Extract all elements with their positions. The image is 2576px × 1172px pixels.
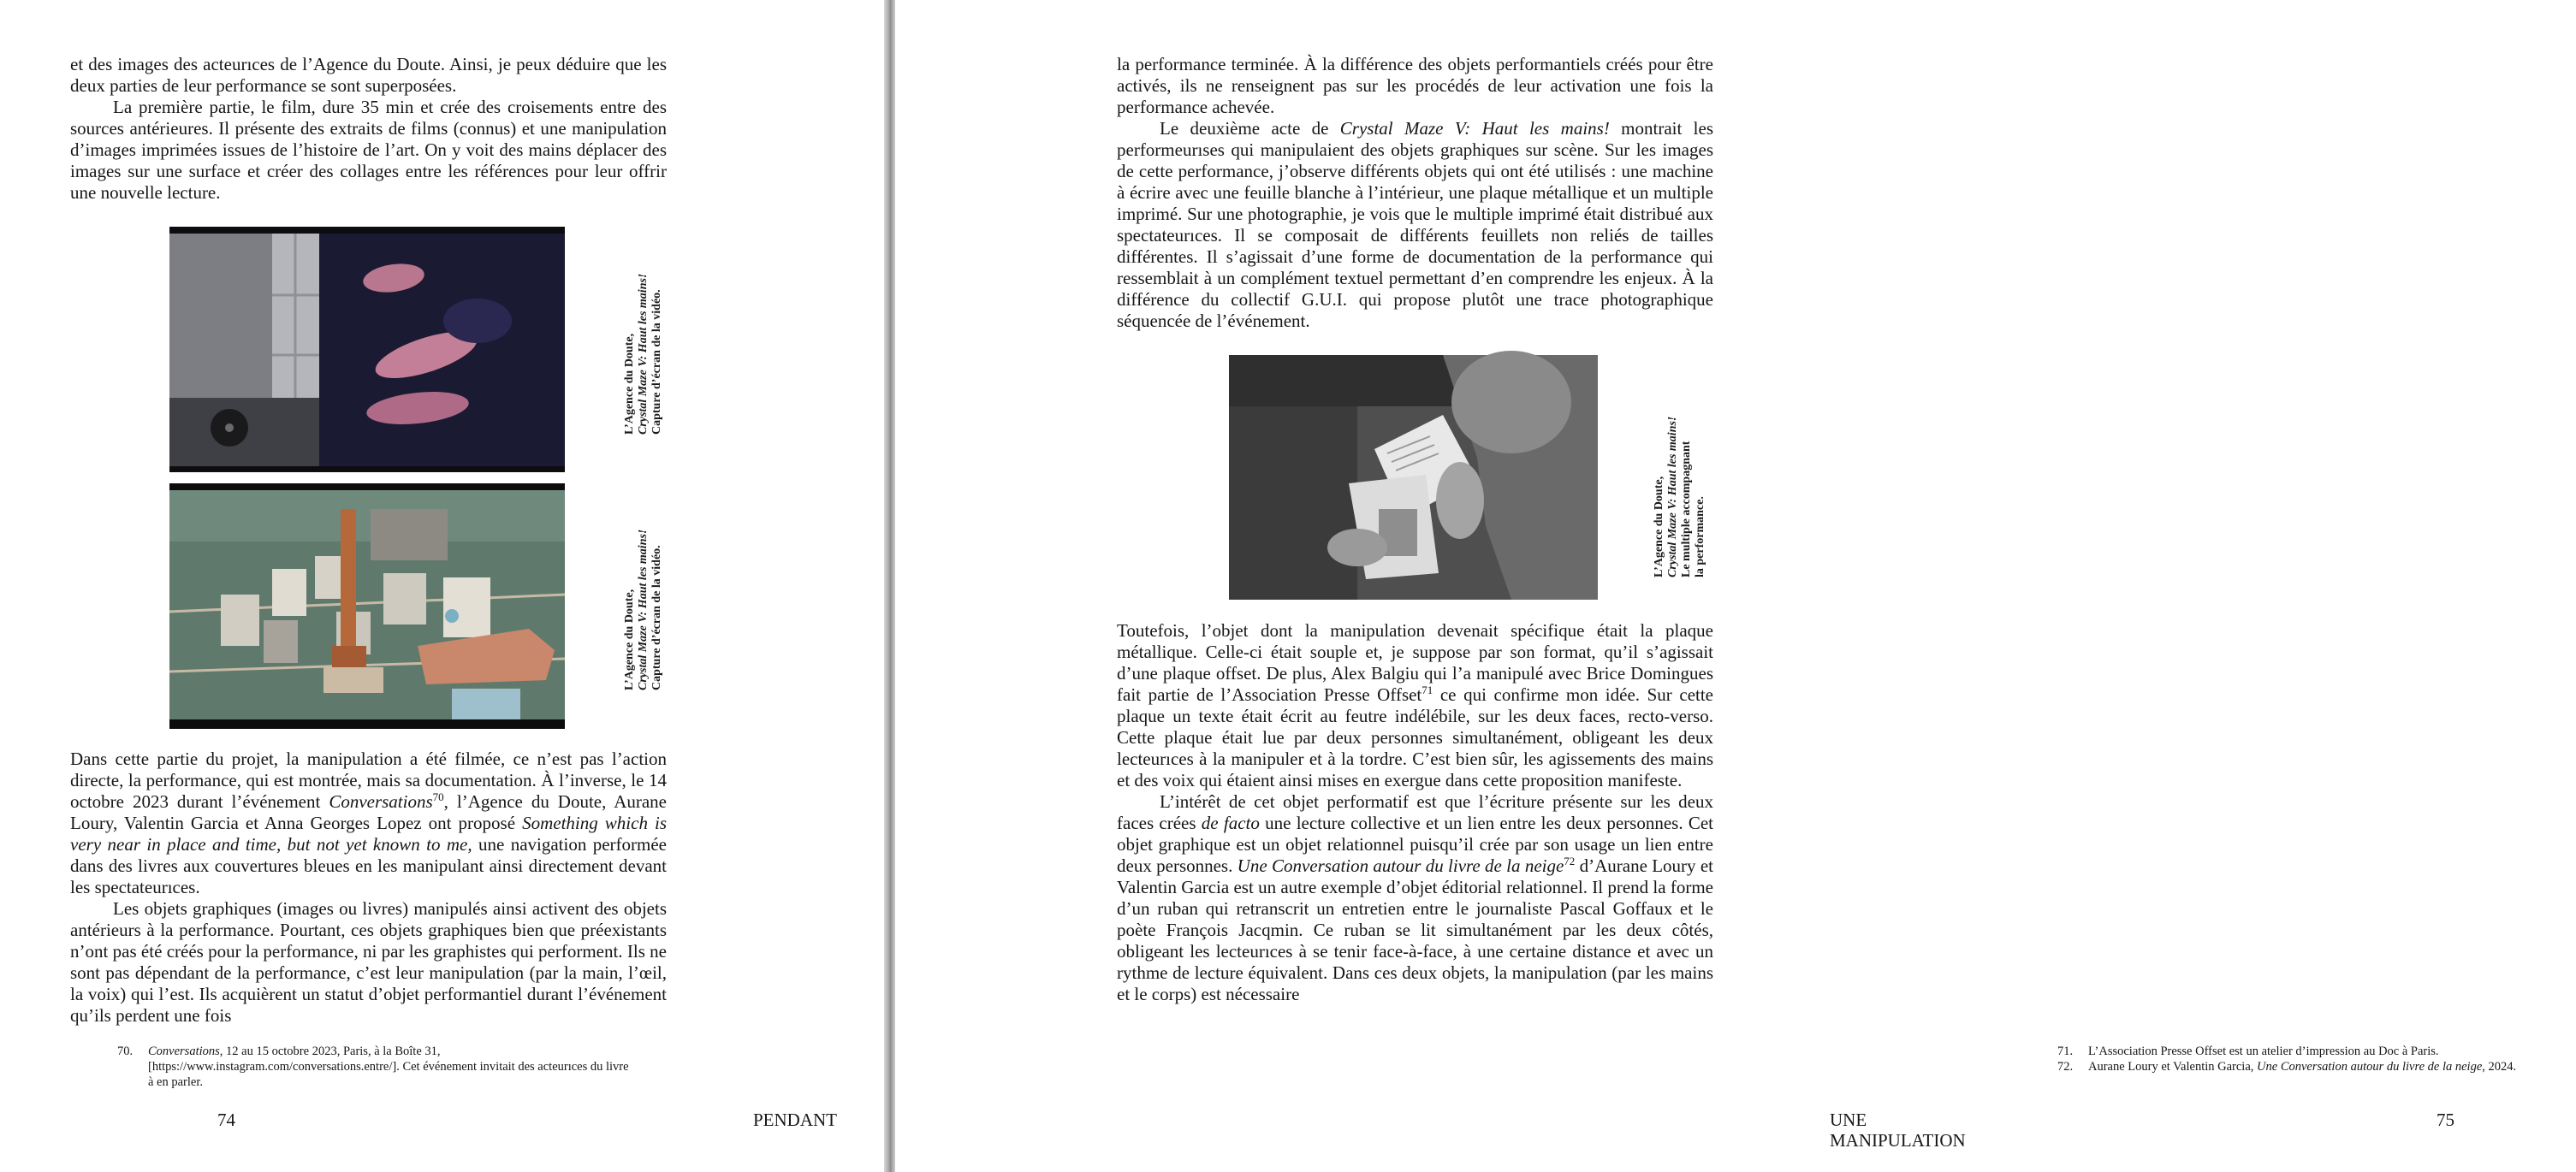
video-still-hands-graphic [169,227,565,472]
footnote-ref-71: 71 [1422,684,1433,696]
text-run: L’intérêt de cet objet performatif est que l’écriture présente sur les deux faces crées [1117,791,1713,833]
body-paragraph [1117,791,1713,1005]
footnote-70 [117,1044,636,1090]
body-paragraph: Les objets graphiques (images ou livres) manipulés ainsi activent des objets antérieurs à la performance. Pourtant, ces objets graphiques bien que préexistants n’ont pas été créés pour la performance, ni par les graphistes qui performent. Ils ne sont pas dépendant de la performance, c’est leur manipulation (par la main, l’œil, la voix) qui l’est. Ils acquièrent un statut d’objet performantiel durant l’événement qu’ils perdent une fois [70,898,667,1026]
text-run: , 12 au 15 octobre 2023, Paris, à la Boîte 31, [https://www.instagram.com/conversations.entre/]. Cet événement invitait des actеurıces du livre à en parler. [148,1045,629,1089]
caption-description: Capture d’écran de la vidéo. [650,289,663,435]
body-paragraph: et des images des actеurıces de l’Agence du Doute. Ainsi, je peux déduire que les deux parties de leur performance se sont superposées. [70,54,667,96]
footnote-ref-70: 70 [432,790,444,803]
footnotes-left [117,1044,636,1090]
body-paragraph [1117,118,1713,332]
work-title: Crystal Maze V: Haut les mains! [1339,118,1610,139]
text-run: Dans cette partie du projet, la manipulation a été filmée, ce n’est pas l’action directe, la performance, qui est montrée, mais sa documentation. À l’inverse, le 14 octobre 2023 durant l’événement [70,749,667,812]
work-title: Une Conversation autour du livre de la neige [1237,855,1564,876]
footnote-text [2088,1059,2576,1074]
footnote-title: Conversations [148,1045,220,1058]
running-head-left: PENDANT [753,1110,837,1130]
footnote-text [148,1044,636,1090]
body-paragraph [1117,620,1713,791]
footnote-ref-72: 72 [1564,855,1576,867]
text-run: , l’Agence du Doute, Aurane Loury, Valentin Garcia et Anna Georges Lopez ont proposé [70,791,667,833]
page-number-right: 75 [2437,1110,2454,1130]
video-still-hands-image [169,227,565,472]
footnote-title: Une Conversation autour du livre de la neige [2257,1060,2483,1074]
right-text-bottom [1117,620,1713,1005]
caption-title: Crystal Maze V: Haut les mains! [637,529,650,690]
body-paragraph: la performance terminée. À la différence des objets performantiels créés pour être activés, ils ne renseignent pas sur les procédés de leur activation une fois la performance achevée. [1117,54,1713,117]
caption-title: Crystal Maze V: Haut les mains! [1666,416,1679,577]
caption-description: Capture d’écran de la vidéo. [650,545,663,690]
footnote-72 [2057,1059,2576,1074]
figure-3-caption [1653,381,1707,577]
text-run: une lecture collective et un lien entre les deux personnes. Cet objet graphique est un objet relationnel puisqu’il crée par son usage un lien entre deux personnes. [1117,813,1713,876]
event-title: Conversations [329,791,433,812]
italic-phrase: de facto [1201,813,1260,833]
text-run: d’Aurane Loury et Valentin Garcia est un autre exemple d’objet éditorial relationnel. Il prend la forme d’un ruban qui retranscrit un entretien entre le journaliste Pascal Goffaux et le poète François Jacqmin. Ce ruban se lit simultanément par les deux côtés, obligeant les lecteurıces à se tenir face-à-face, à une certaine distance et avec un rythme de lecture équivalent. Dans ces deux objets, la manipulation (par les mains et le corps) est nécessaire [1117,855,1713,1004]
work-title: Something which is very near in place and time, but not yet known to me [70,813,667,855]
video-still-collage-image [169,483,565,729]
body-paragraph: La première partie, le film, dure 35 min et crée des croisements entre des sources antérieures. Il présente des extraits de films (connus) et une manipulation d’images imprimées issues de l’histoire de l’art. On y voit des mains déplacer des images sur une surface et créer des collages entre les références pour leur offrir une nouvelle lecture. [70,97,667,203]
figure-2-caption [623,519,664,690]
figure-1-caption [623,263,664,435]
video-still-collage-graphic [169,483,565,729]
text-run: ce qui confirme mon idée. Sur cette plaque un texte était écrit au feutre indélébile, sur les deux faces, recto-verso. Cette plaque était lue par deux personnes simultanément, obligeant les deux lecteurıces à la manipuler et à la tordre. C’est bien sûr, les agissements des mains et des voix qui étaient ainsi mises en exergue dans cette proposition manifeste. [1117,684,1714,790]
body-paragraph [70,749,667,898]
photo-multiple-booklet-image [1229,355,1598,600]
text-run: Toutefois, l’objet dont la manipulation devenait spécifique était la plaque métallique. Celle-ci était souple et, je suppose par son format, qu’il s’agissait d’une plaque offset. De plus, Alex Balgiu qui l’a manipulé avec Brice Domingues fait partie de l’Association Presse Offset [1117,620,1713,705]
footnote-71 [2057,1044,2576,1059]
right-text-top [1117,54,1713,332]
text-run: , 2024. [2482,1060,2517,1074]
photo-multiple-booklet-graphic [1229,355,1598,600]
running-head-right: UNE MANIPULATION [1830,1110,1966,1151]
text-run: , une navigation performée dans des livres aux couvertures bleues en les manipulant ainsi directement devant les spectateurıces. [70,834,667,897]
caption-title: Crystal Maze V: Haut les mains! [637,273,650,435]
caption-credit: L’Agence du Doute, [623,333,636,435]
footnote-number: 72. [2057,1060,2074,1074]
caption-description: Le multiple accompagnant [1680,441,1693,577]
page-number-left: 74 [217,1110,235,1130]
caption-description: la performance. [1694,496,1706,577]
footnote-text: L’Association Presse Offset est un atelier d’impression au Doc à Paris. [2088,1045,2439,1058]
footnotes-right [2057,1044,2576,1074]
text-run: Le deuxième acte de [1160,118,1340,139]
left-text-bottom [70,749,667,1027]
left-text-top [70,54,667,204]
left-page [0,0,884,1172]
text-run: montrait les performeurıses qui manipulaient des objets graphiques sur scène. Sur les images de cette performance, j’observe différents objets qui ont été utilisés : une machine à écrire avec une feuille blanche à l’intérieur, une plaque métallique et un multiple imprimé. Sur une photographie, je vois que le multiple imprimé était distribué aux spectateurıces. Il se composait de différents feuillets non reliés de tailles différentes. Il s’agissait d’une forme de documentation de la performance qui ressemblait à un complément textuel permettant d’en comprendre les enjeux. À la différence du collectif G.U.I. qui propose plutôt une trace photographique séquencée de l’événement. [1117,118,1714,331]
caption-credit: L’Agence du Doute, [1653,476,1665,577]
footnote-number: 70. [117,1045,134,1058]
text-run: Aurane Loury et Valentin Garcia, [2088,1060,2258,1074]
caption-credit: L’Agence du Doute, [623,589,636,690]
footnote-number: 71. [2057,1045,2074,1058]
book-gutter [884,0,895,1172]
